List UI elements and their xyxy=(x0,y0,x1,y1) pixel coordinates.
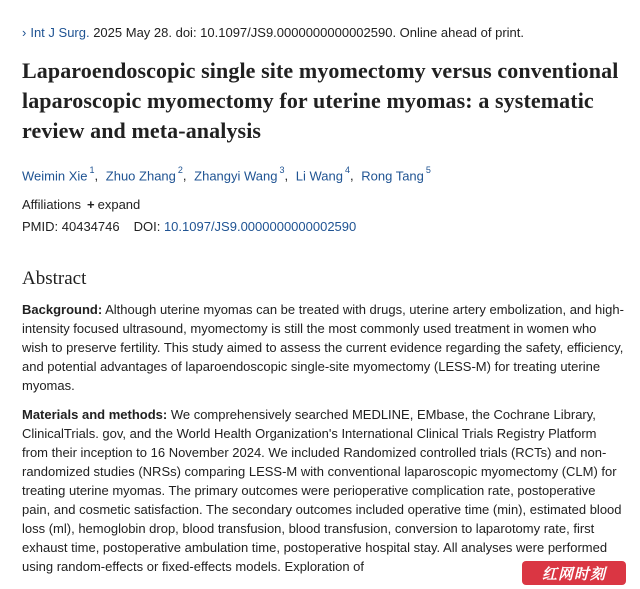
affiliations-label: Affiliations xyxy=(22,197,82,213)
doi-label: DOI: xyxy=(133,219,161,235)
article-title: Laparoendoscopic single site myomectomy versus conventional laparoscopic myomectomy for uterine myomas: a systematic review and meta-analysis xyxy=(22,58,619,143)
affiliations-row xyxy=(22,194,624,216)
watermark-logo: 红网时刻 xyxy=(522,561,626,585)
author-affiliation-ref[interactable]: 1 xyxy=(89,165,95,175)
chevron-right-icon[interactable]: › xyxy=(22,25,27,40)
identifiers-row xyxy=(22,216,624,238)
article-page xyxy=(22,0,624,576)
pmid-label: PMID: xyxy=(22,219,59,235)
author-affiliation-ref[interactable]: 5 xyxy=(425,165,431,175)
author-affiliation-ref[interactable]: 4 xyxy=(344,165,350,175)
abstract-background xyxy=(22,300,624,395)
author-link[interactable]: Zhuo Zhang xyxy=(105,168,176,184)
citation-details: 2025 May 28. doi: 10.1097/JS9.0000000000002590. Online ahead of print. xyxy=(89,25,524,40)
expand-affiliations-button[interactable]: expand xyxy=(97,197,141,213)
author-link[interactable]: Li Wang xyxy=(295,168,343,184)
citation-line xyxy=(22,20,624,46)
methods-label: Materials and methods: xyxy=(22,407,168,423)
author-affiliation-ref[interactable]: 3 xyxy=(279,165,285,175)
background-label: Background: xyxy=(22,302,103,318)
background-text: Although uterine myomas can be treated with drugs, uterine artery embolization, and high-intensity focused ultrasound, myomectomy is still the most commonly used treatment in women who wish to preserve fertility. This study aimed to assess the current evidence regarding the safety, efficiency, and potential advantages of laparoendoscopic single-site myomectomy (LESS-M) for treating uterine myomas. xyxy=(22,302,624,394)
abstract-heading: Abstract xyxy=(22,268,87,290)
author-list: Weimin Xie $^1$, Zhuo Zhang $^2$, Zhangyi Wang $^3$, Li Wang $^4$, Rong Tang $^5$ xyxy=(22,165,431,184)
methods-text: We comprehensively searched MEDLINE, EMbase, the Cochrane Library, ClinicalTrials. gov, and the World Health Organization's International Clinical Trials Registry Platform from their inception to 16 November 2024. We included Randomized controlled trials (RCTs) and non-randomized studies (NRSs) comparing LESS-M with conventional laparoscopic myomectomy (CLM) for treating uterine myomas. The primary outcomes were perioperative complication rate, postoperative pain, and cosmetic satisfaction. The secondary outcomes included operative time (min), estimated blood loss (ml), hemoglobin drop, blood transfusion, blood transfusion, conversion to laparotomy rate, first exhaust time, postoperative ambulation time, postoperative hospital stay. All analyses were performed using random-effects or fixed-effects models. Exploration of xyxy=(22,407,622,575)
author-affiliation-ref[interactable]: 2 xyxy=(177,165,183,175)
author-link[interactable]: Weimin Xie xyxy=(22,168,88,184)
abstract-methods xyxy=(22,405,624,576)
author-link[interactable]: Zhangyi Wang xyxy=(194,168,278,184)
plus-icon[interactable]: + xyxy=(87,197,95,213)
doi-link[interactable]: 10.1097/JS9.0000000000002590 xyxy=(163,219,357,235)
author-link[interactable]: Rong Tang xyxy=(361,168,424,184)
journal-link[interactable]: Int J Surg. xyxy=(30,25,90,40)
pmid-value: 40434746 xyxy=(61,219,120,235)
